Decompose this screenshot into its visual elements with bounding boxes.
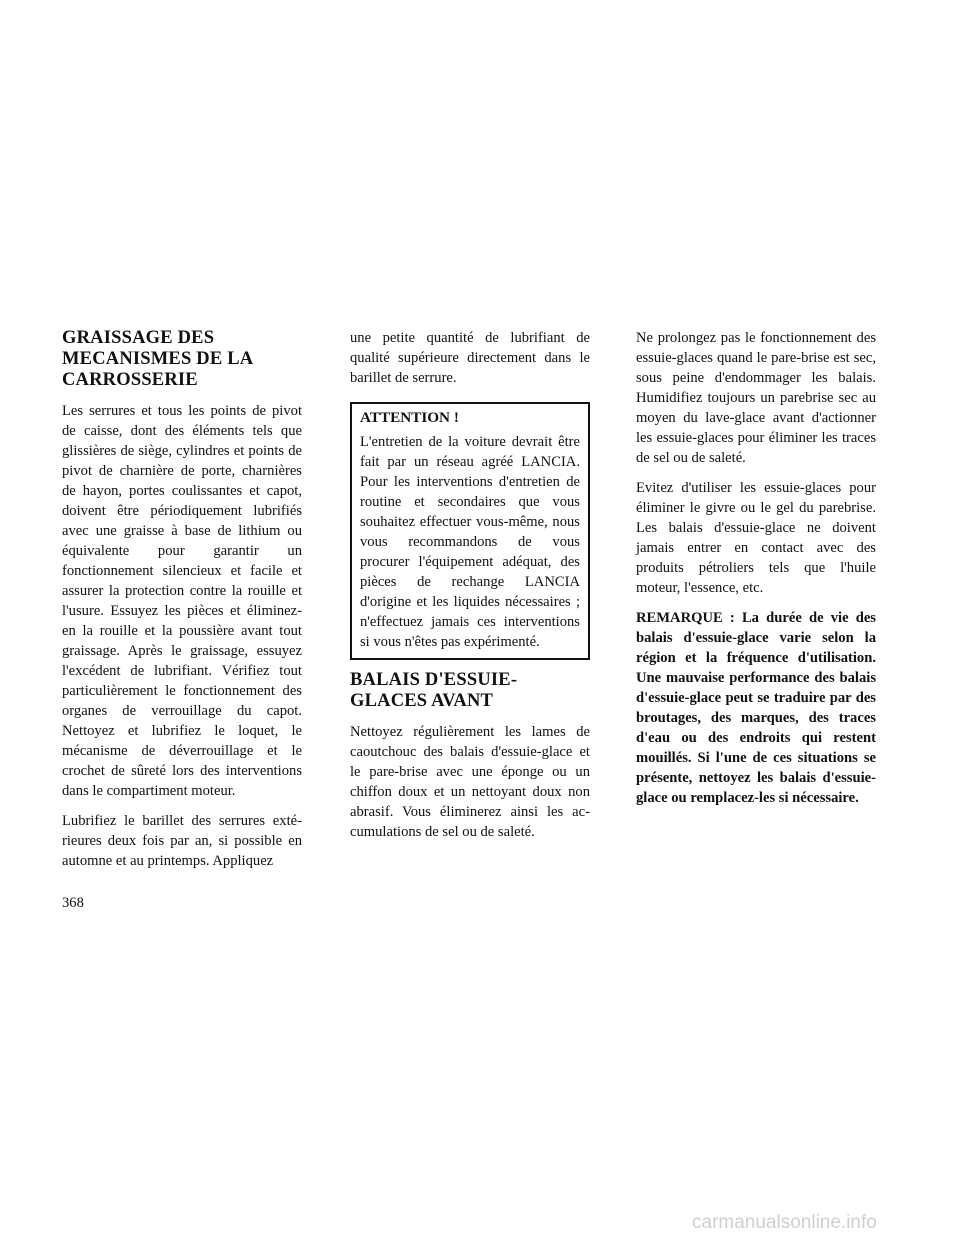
body-paragraph: Nettoyez régulièrement les lames de caoutchouc des balais d'essuie-glace et le pare-brise avec une éponge ou un chiffon doux et un nettoyant doux non abrasif. Vous éliminerez ainsi les accumulations de sel ou de saleté. <box>350 724 590 840</box>
body-paragraph: une petite quantité de lubrifiant de qualité supérieure directement dans le barillet de serrure. <box>350 330 590 386</box>
watermark: carmanualsonline.info <box>692 1212 877 1233</box>
warning-text: L'entretien de la voiture devrait être fait par un réseau agréé LANCIA. Pour les interventions d'entretien de routine et secondaires que vous souhaitez effectuer vous-même, nous vous recommandons de vous procurer l'équipement adéquat, des pièces de rechange LANCIA d'origine et les liquides nécessaires ; n'effectuez jamais ces interventions si vous n'êtes pas expérimenté. <box>360 434 580 650</box>
body-paragraph: Les serrures et tous les points de pivot de caisse, dont des éléments tels que glissières de siège, cylindres et points de pivot de charnière de porte, charnières de hayon, portes coulissantes et capot, doivent être périodiquement lubrifiés avec une graisse à base de lithium ou équivalente pour garantir un fonctionnement silencieux et facile et assurer la protection contre la rouille et l'usure. Essuyez les pièces et éliminez-en la rouille et la poussière avant tout graissage. Après le graissage, essuyez l'excédent de lubrifiant. Vérifiez tout particulièrement le fonctionnement des organes de verrouillage du capot. Nettoyez et lubrifiez le loquet, le mécanisme de déverrouillage et le crochet de sûreté lors des interventions dans le compartiment moteur. <box>62 403 302 799</box>
column-left <box>62 328 302 881</box>
warning-title: ATTENTION ! <box>360 409 459 426</box>
column-right <box>636 328 876 818</box>
body-paragraph: Evitez d'utiliser les essuie-glaces pour éliminer le givre ou le gel du parebrise. Les balais d'essuie-glace ne doivent jamais entrer en contact avec des produits pétroliers tels que l'huile moteur, l'essence, etc. <box>636 480 876 596</box>
remark-note: REMARQUE : La durée de vie des balais d'essuie-glace varie selon la région et la fréquence d'utilisation. Une mauvaise performance des balais d'essuie-glace peut se traduire par des broutages, des marques, des traces d'eau ou des endroits qui restent mouillés. Si l'une de ces situations se présente, nettoyez les balais d'essuie-glace ou remplacez-les si nécessaire. <box>636 610 876 806</box>
column-middle <box>350 328 590 852</box>
warning-box <box>350 402 590 660</box>
section-heading-graissage: GRAISSAGE DES MECANISMES DE LA CARROSSERIE <box>62 328 253 390</box>
body-paragraph: Ne prolongez pas le fonctionnement des essuie-glaces quand le pare-brise est sec, sous peine d'endommager les balais. Humidifiez toujours un parebrise sec au moyen du lave-glace avant d'actionner les essuie-glaces pour éliminer les traces de sel ou de saleté. <box>636 330 876 466</box>
page-number: 368 <box>62 895 84 911</box>
body-paragraph: Lubrifiez le barillet des serrures extérieures deux fois par an, si possible en automne et au printemps. Appliquez <box>62 813 302 869</box>
section-heading-balais: BALAIS D'ESSUIE-GLACES AVANT <box>350 670 518 711</box>
